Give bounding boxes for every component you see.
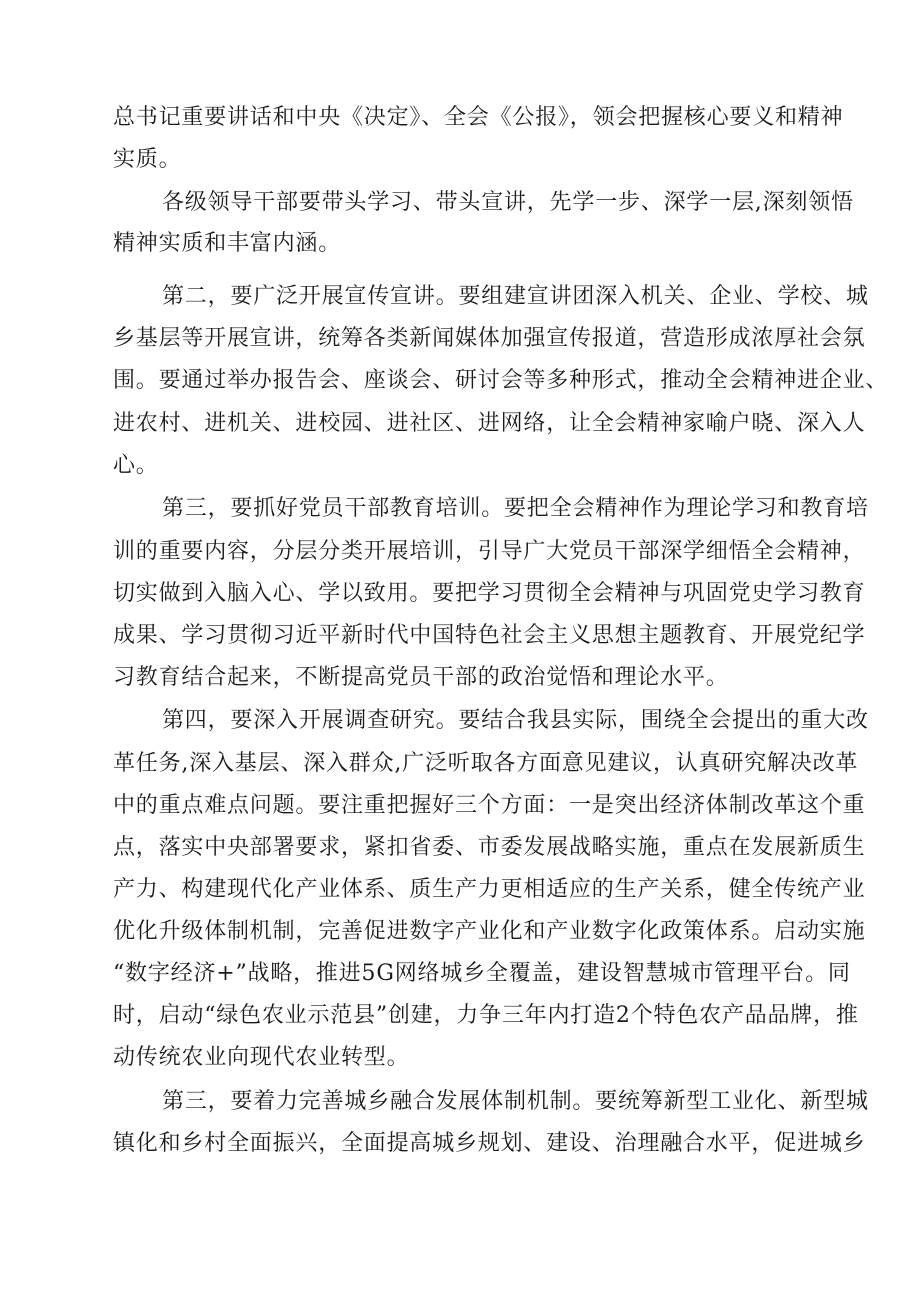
paragraph-first-line: 各级领导干部要带头学习、带头宣讲，先学一步、深学一层,深刻领悟 <box>162 190 854 215</box>
text-line: 时，启动“绿色农业示范县”创建，力争三年内打造2个特色农产品品牌，推 <box>113 1003 859 1028</box>
text-line: 围。要通过举办报告会、座谈会、研讨会等多种形式，推动全会精神进企业、 <box>113 368 889 393</box>
text-line: 习教育结合起来，不断提高党员干部的政治觉悟和理论水平。 <box>113 665 729 690</box>
paragraph-first-line: 第三，要抓好党员干部教育培训。要把全会精神作为理论学习和教育培 <box>162 496 869 521</box>
paragraph-first-line: 第四，要深入开展调查研究。要结合我县实际，围绕全会提出的重大改 <box>162 708 869 733</box>
text-line: “数字经济+”战略，推进5G网络城乡全覆盖，建设智慧城市管理平台。同 <box>113 961 851 986</box>
text-line: 优化升级体制机制，完善促进数字产业化和产业数字化政策体系。启动实施 <box>113 919 866 944</box>
paragraph-first-line: 第三，要着力完善城乡融合发展体制机制。要统筹新型工业化、新型城 <box>162 1089 869 1114</box>
text-line: 实质。 <box>113 147 182 172</box>
text-line: 点，落实中央部署要求，紧扣省委、市委发展战略实施，重点在发展新质生 <box>113 835 866 860</box>
text-line: 中的重点难点问题。要注重把握好三个方面：一是突出经济体制改革这个重 <box>113 793 866 818</box>
text-line: 精神实质和丰富内涵。 <box>113 231 342 256</box>
text-line: 训的重要内容，分层分类开展培训，引导广大党员干部深学细悟全会精神， <box>113 539 866 564</box>
text-line: 进农村、进机关、进校园、进社区、进网络，让全会精神家喻户晓、深入人 <box>113 411 866 436</box>
text-line: 乡基层等开展宣讲，统筹各类新闻媒体加强宣传报道，营造形成浓厚社会氛 <box>113 326 866 351</box>
text-line: 革任务,深入基层、深入群众,广泛听取各方面意见建议，认真研究解决改革 <box>113 751 859 776</box>
paragraph-first-line: 第二，要广泛开展宣传宣讲。要组建宣讲团深入机关、企业、学校、城 <box>162 284 869 309</box>
text-line: 成果、学习贯彻习近平新时代中国特色社会主义思想主题教育、开展党纪学 <box>113 623 866 648</box>
text-line: 总书记重要讲话和中央《决定》、全会《公报》，领会把握核心要义和精神 <box>113 105 844 130</box>
text-line: 镇化和乡村全面振兴，全面提高城乡规划、建设、治理融合水平，促进城乡 <box>113 1131 866 1156</box>
text-line: 动传统农业向现代农业转型。 <box>113 1045 410 1070</box>
text-line: 切实做到入脑入心、学以致用。要把学习贯彻全会精神与巩固党史学习教育 <box>113 581 866 606</box>
text-line: 心。 <box>113 453 159 478</box>
text-line: 产力、构建现代化产业体系、质生产力更相适应的生产关系，健全传统产业 <box>113 877 866 902</box>
